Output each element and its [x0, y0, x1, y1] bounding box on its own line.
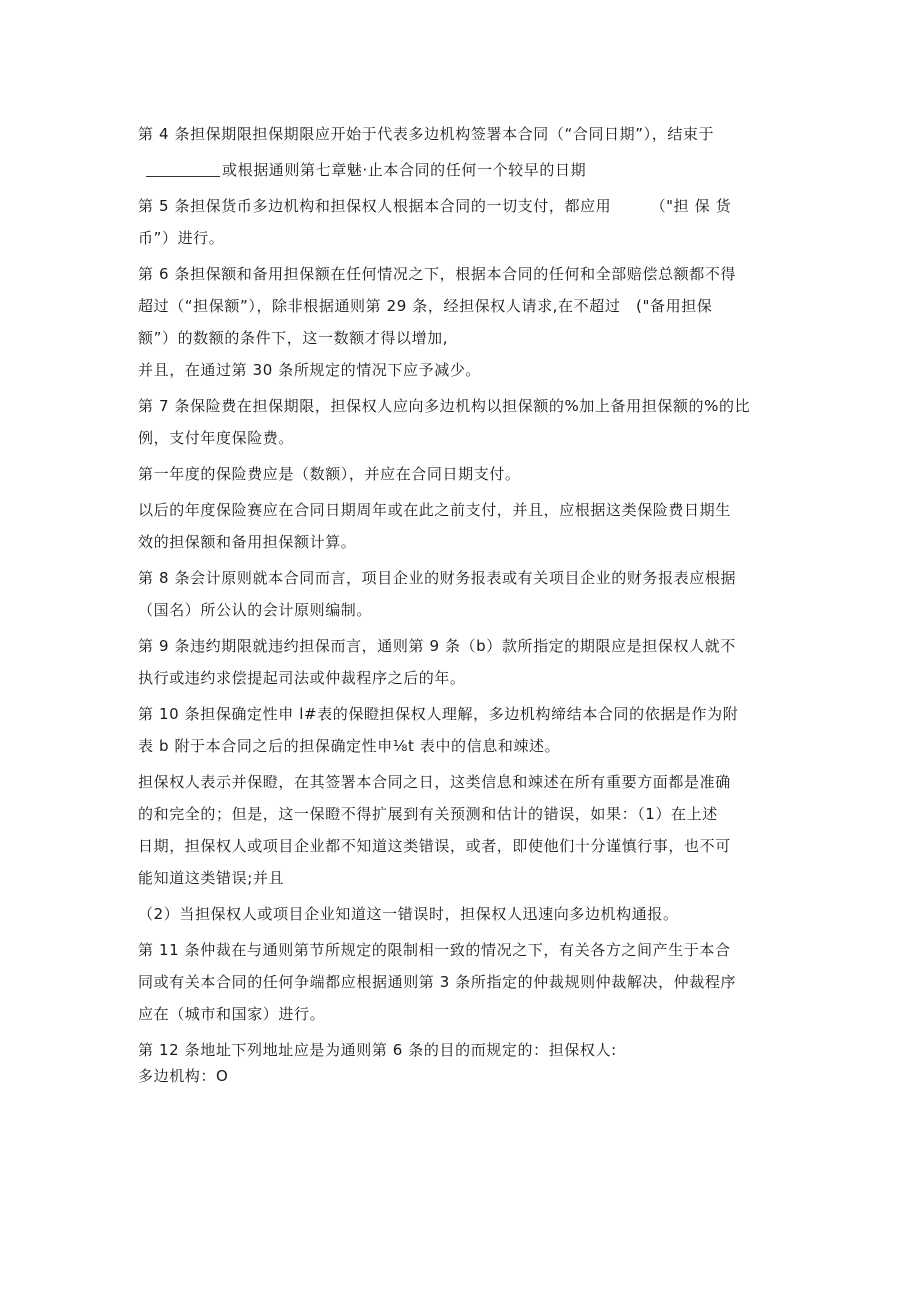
article-10-line-2: 表 b 附于本合同之后的担保确定性申⅛t 表中的信息和竦述。 — [138, 737, 561, 755]
article-6-line-4: 并且，在通过第 30 条所规定的情况下应予减少。 — [138, 361, 482, 379]
article-4-line-2 — [138, 159, 788, 181]
article-11-line-2: 同或有关本合同的任何争端都应根据通则第 3 条所指定的仲裁规则仲裁解决，仲裁程序 — [138, 973, 737, 991]
article-10-line-4: 的和完全的；但是，这一保瞪不得扩展到有关预测和估计的错误，如果：（1）在上述 — [138, 805, 718, 823]
article-12-line-1: 第 12 条地址下列地址应是为通则第 6 条的目的而规定的：担保权人: — [138, 1041, 617, 1059]
document-body — [138, 123, 788, 1087]
article-5-line-2: 币”）进行。 — [138, 229, 225, 247]
article-4-line-1: 第 4 条担保期限担保期限应开始于代表多边机构签署本合同（“合同日期”），结束于 — [138, 125, 715, 143]
article-6-line-1: 第 6 条担保额和备用担保额在任何情况之下，根据本合同的任何和全部赔偿总额都不得 — [138, 265, 737, 283]
article-7-line-3: 第一年度的保险费应是（数额），并应在合同日期支付。 — [138, 465, 521, 483]
article-10-line-5: 日期，担保权人或项目企业都不知道这类错误，或者，即使他们十分谨慎行事，也不可 — [138, 837, 731, 855]
article-7-line-2: 例，支付年度保险费。 — [138, 429, 295, 447]
article-8-line-2: （国名）所公认的会计原则编制。 — [138, 601, 373, 619]
article-9-line-2: 执行或违约求偿提起司法或仲裁程序之后的年。 — [138, 669, 466, 687]
article-10-line-1: 第 10 条担保确定性申 l#表的保瞪担保权人理解，多边机构缔结本合同的依据是作为附 — [138, 705, 739, 723]
article-8-line-1: 第 8 条会计原则就本合同而言，项目企业的财务报表或有关项目企业的财务报表应根据 — [138, 569, 737, 587]
article-7-line-4: 以后的年度保险赛应在合同日期周年或在此之前支付，并且，应根据这类保险费日期生 — [138, 501, 731, 519]
fill-in-blank — [146, 162, 220, 177]
article-10-line-3: 担保权人表示并保瞪，在其签署本合同之日，这类信息和竦述在所有重要方面都是准确 — [138, 773, 731, 791]
article-4-line-2-text: 或根据通则第七章魅·止本合同的任何一个较早的日期 — [222, 161, 587, 179]
article-9-line-1: 第 9 条违约期限就违约担保而言，通则第 9 条（b）款所指定的期限应是担保权人就不 — [138, 637, 736, 655]
article-12-line-2: 多边机构：O — [138, 1067, 229, 1085]
article-6-line-3: 额”）的数额的条件下，这一数额才得以增加, — [138, 329, 449, 347]
article-7-line-5: 效的担保额和备用担保额计算。 — [138, 533, 357, 551]
article-6-line-2: 超过（“担保额”），除非根据通则第 29 条，经担保权人请求,在不超过 ("备用担保 — [138, 297, 713, 315]
article-10-line-6: 能知道这类错误;并且 — [138, 869, 285, 887]
article-10-line-7: （2）当担保权人或项目企业知道这一错误时，担保权人迅速向多边机构通报。 — [138, 905, 679, 923]
article-5-line-1: 第 5 条担保货币多边机构和担保权人根据本合同的一切支付，都应用 （"担 保 货 — [138, 197, 732, 215]
article-7-line-1: 第 7 条保险费在担保期限，担保权人应向多边机构以担保额的%加上备用担保额的%的比 — [138, 397, 751, 415]
article-11-line-3: 应在（城市和国家）进行。 — [138, 1005, 326, 1023]
article-11-line-1: 第 11 条仲裁在与通则第节所规定的限制相一致的情况之下，有关各方之间产生于本合 — [138, 941, 731, 959]
